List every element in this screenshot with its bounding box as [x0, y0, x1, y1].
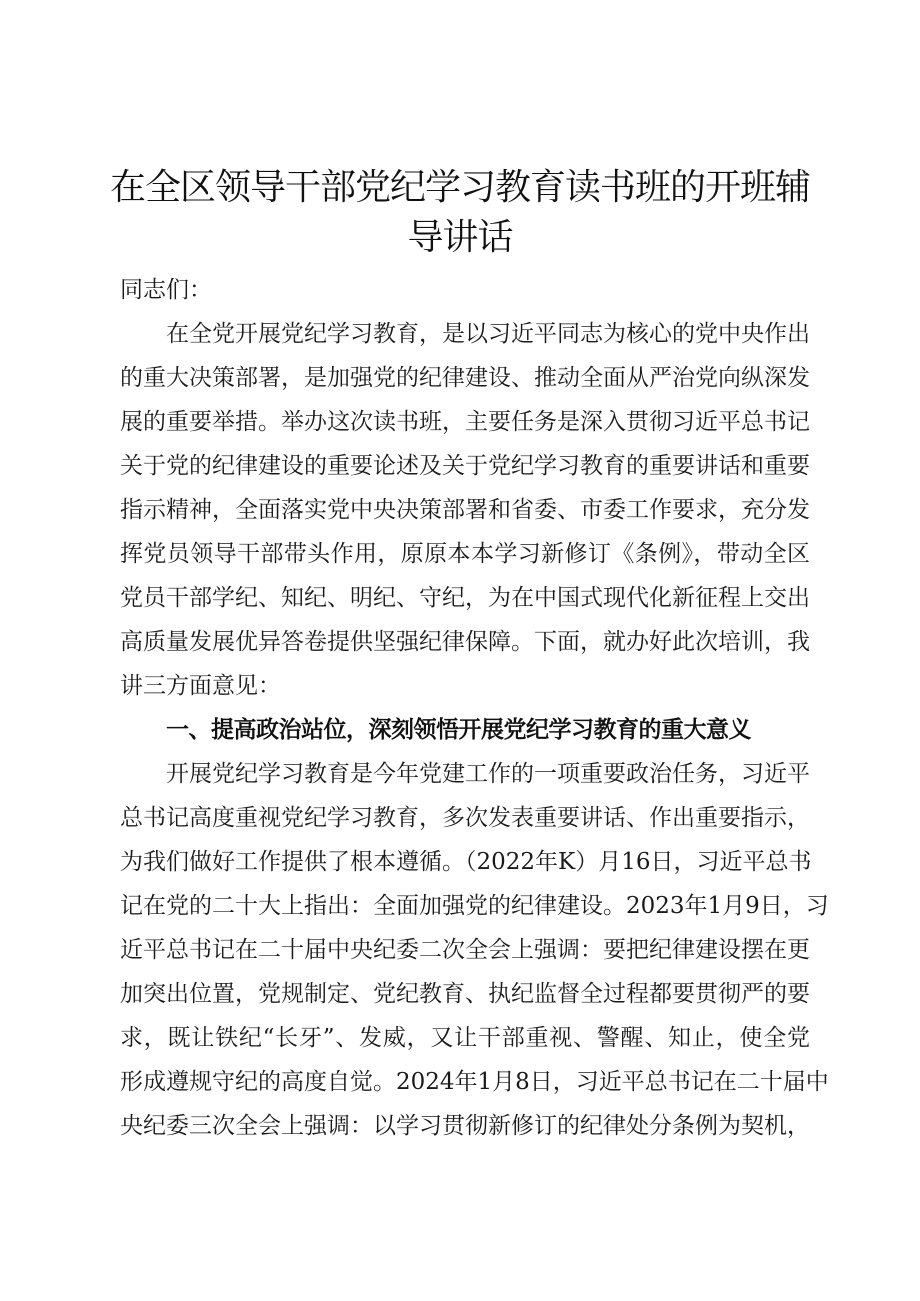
- paragraph-1-line: 展的重要举措。举办这次读书班，主要任务是深入贯彻习近平总书记: [120, 409, 810, 435]
- paragraph-2-line: 近平总书记在二十届中央纪委二次全会上强调：要把纪律建设摆在更: [120, 937, 810, 963]
- document-title-line-2: 导讲话: [407, 217, 513, 258]
- paragraph-1-line: 挥党员领导干部带头作用，原原本本学习新修订《条例》，带动全区: [120, 541, 810, 567]
- paragraph-2-line: 为我们做好工作提供了根本遵循。（2022年K）月16日，习近平总书: [120, 849, 812, 875]
- document-title-line-1: 在全区领导干部党纪学习教育读书班的开班辅: [109, 167, 810, 208]
- salutation: 同志们：: [120, 277, 212, 303]
- paragraph-2-line: 加突出位置，党规制定、党纪教育、执纪监督全过程都要贯彻严的要: [120, 981, 810, 1007]
- section-heading-1: 一、提高政治站位，深刻领悟开展党纪学习教育的重大意义: [166, 717, 751, 743]
- paragraph-1-line: 高质量发展优异答卷提供坚强纪律保障。下面，就办好此次培训，我: [120, 629, 810, 655]
- paragraph-2-line: 求，既让铁纪“长牙”、发威，又让干部重视、警醒、知止，使全党: [120, 1025, 810, 1051]
- paragraph-2-line: 形成遵规守纪的高度自觉。2024年1月8日，习近平总书记在二十届中: [120, 1069, 829, 1095]
- paragraph-1-line: 关于党的纪律建设的重要论述及关于党纪学习教育的重要讲话和重要: [120, 453, 810, 479]
- paragraph-1-line: 指示精神，全面落实党中央决策部署和省委、市委工作要求，充分发: [120, 497, 810, 523]
- paragraph-2-line: 开展党纪学习教育是今年党建工作的一项重要政治任务，习近平: [166, 761, 810, 787]
- paragraph-1-line: 党员干部学纪、知纪、明纪、守纪，为在中国式现代化新征程上交出: [120, 585, 810, 611]
- paragraph-1-line: 讲三方面意见：: [120, 673, 281, 699]
- paragraph-2-line: 总书记高度重视党纪学习教育，多次发表重要讲话、作出重要指示，: [120, 805, 810, 831]
- paragraph-2-line: 央纪委三次全会上强调：以学习贯彻新修订的纪律处分条例为契机，: [120, 1113, 810, 1139]
- paragraph-1-line: 的重大决策部署，是加强党的纪律建设、推动全面从严治党向纵深发: [120, 365, 810, 391]
- paragraph-1-line: 在全党开展党纪学习教育，是以习近平同志为核心的党中央作出: [166, 321, 810, 347]
- paragraph-2-line: 记在党的二十大上指出：全面加强党的纪律建设。2023年1月9日，习: [120, 893, 829, 919]
